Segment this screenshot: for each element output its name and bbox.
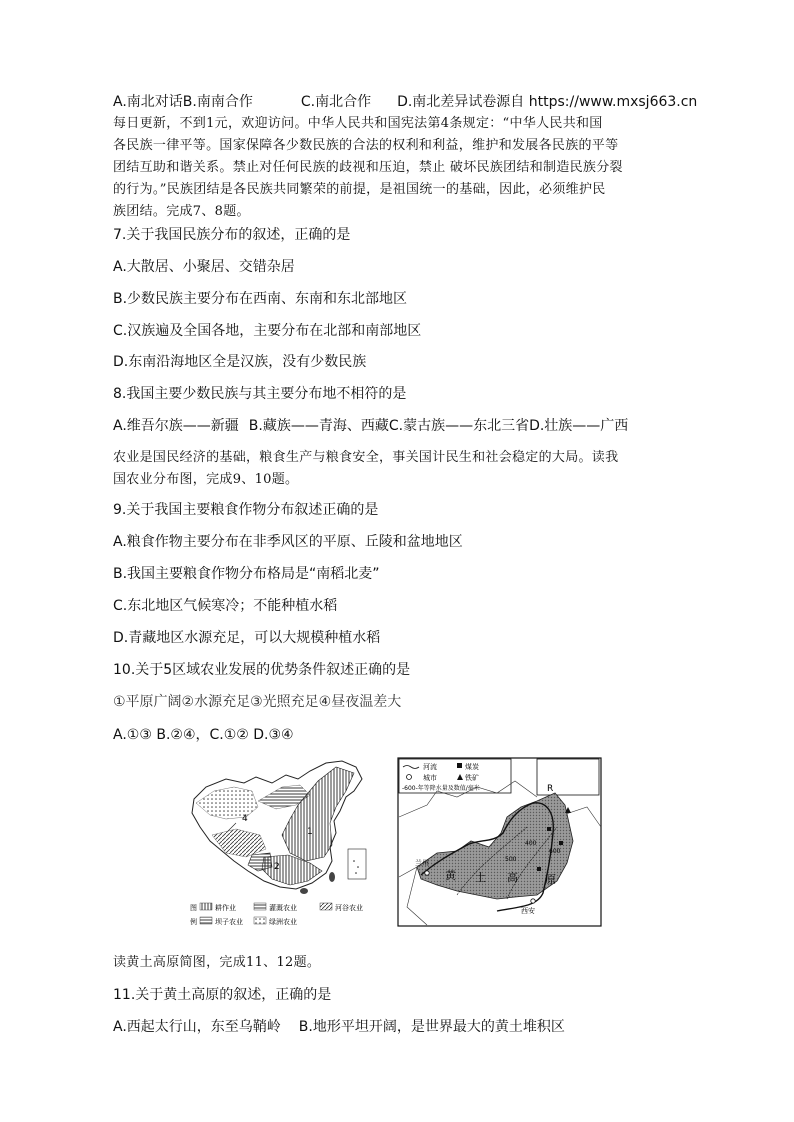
option-a: A.南北对话 bbox=[113, 94, 183, 110]
label-yuan: 原 bbox=[545, 873, 556, 886]
agriculture-distribution-map bbox=[186, 757, 380, 929]
legend-coal: 煤炭 bbox=[465, 763, 479, 771]
legend-river: 河流 bbox=[423, 763, 437, 771]
region-label-4: 4 bbox=[242, 814, 248, 824]
loess-plateau-map bbox=[397, 757, 602, 927]
option-b: B.南南合作 bbox=[182, 94, 253, 110]
q11-option-a: A.西起太行山，东至乌鞘岭 bbox=[113, 1019, 281, 1035]
legend-farming: 耕作业 bbox=[215, 904, 236, 912]
q7-option-b: B.少数民族主要分布在西南、东南和东北部地区 bbox=[113, 291, 408, 307]
q7-option-a: A.大散居、小聚居、交错杂居 bbox=[113, 259, 295, 275]
legend-dam: 坝子农业 bbox=[215, 918, 243, 926]
intro-line-3: 团结互助和谐关系。禁止对任何民族的歧视和压迫，禁止 破坏民族团结和制造民族分裂 bbox=[113, 160, 623, 175]
option-d: D.南北差异 bbox=[397, 94, 469, 110]
q11-stem: 11.关于黄土高原的叙述，正确的是 bbox=[113, 987, 332, 1003]
legend-city: 城市 bbox=[423, 774, 437, 782]
legend-isohyet: -600-年等降水量及数值/毫米 bbox=[402, 785, 480, 792]
label-gao: 高 bbox=[507, 871, 518, 884]
label-tu: 土 bbox=[475, 871, 486, 884]
q9-stem: 9.关于我国主要粮食作物分布叙述正确的是 bbox=[113, 502, 379, 518]
intro-line-5: 族团结。完成7、8题。 bbox=[113, 204, 250, 219]
option-c: C.南北合作 bbox=[300, 94, 372, 110]
q9-option-a: A.粮食作物主要分布在非季风区的平原、丘陵和盆地地区 bbox=[113, 534, 463, 550]
intro-line-2: 各民族一律平等。国家保障各少数民族的合法的权利和利益，维护和发展各民族的平等 bbox=[113, 138, 619, 153]
passage3: 读黄土高原简图，完成11、12题。 bbox=[113, 955, 321, 970]
watermark-text: 试卷源自 https://www.mxsj663.cn bbox=[468, 94, 698, 110]
region-label-2: 2 bbox=[274, 862, 280, 872]
passage2-line-2: 国农业分布图，完成9、10题。 bbox=[113, 472, 299, 487]
passage2-line-1: 农业是国民经济的基础，粮食生产与粮食安全，事关国计民生和社会稳定的大局。读我 bbox=[113, 450, 619, 465]
q8-option-d: D.壮族——广西 bbox=[529, 418, 629, 434]
legend-valley: 河谷农业 bbox=[335, 904, 363, 912]
label-huang: 黄 bbox=[445, 869, 456, 882]
q8-option-b: B.藏族——青海、西藏 bbox=[248, 418, 389, 434]
legend-iron: 铁矿 bbox=[465, 774, 479, 782]
q9-option-b: B.我国主要粮食作物分布格局是“南稻北麦” bbox=[113, 566, 380, 582]
q7-stem: 7.关于我国民族分布的叙述，正确的是 bbox=[113, 227, 351, 243]
intro-line-1: 每日更新，不到1元，欢迎访问。中华人民共和国宪法第4条规定：“中华人民共和国 bbox=[113, 116, 603, 131]
region-label-1: 1 bbox=[307, 827, 313, 837]
q11-option-b: B.地形平坦开阔，是世界最大的黄土堆积区 bbox=[298, 1019, 565, 1035]
q10-stem: 10.关于5区域农业发展的优势条件叙述正确的是 bbox=[113, 662, 411, 678]
q10-conditions: ①平原广阔②水源充足③光照充足④昼夜温差大 bbox=[113, 694, 402, 710]
q8-stem: 8.我国主要少数民族与其主要分布地不相符的是 bbox=[113, 386, 407, 402]
city-lanzhou: 兰州 bbox=[415, 859, 429, 867]
q7-option-c: C.汉族遍及全国各地，主要分布在北部和南部地区 bbox=[113, 323, 422, 339]
isohyet-600: 600 bbox=[549, 848, 561, 855]
q9-option-d: D.青藏地区水源充足，可以大规模种植水稻 bbox=[113, 630, 381, 646]
south-sea-inset bbox=[348, 849, 366, 879]
q8-option-c: C.蒙古族——东北三省 bbox=[388, 418, 530, 434]
inset-label-r: R bbox=[547, 784, 554, 794]
line-q6-options bbox=[113, 92, 697, 112]
q9-option-c: C.东北地区气候寒冷；不能种植水稻 bbox=[113, 598, 338, 614]
city-xian: 西安 bbox=[521, 907, 535, 915]
isohyet-500: 500 bbox=[505, 856, 517, 863]
legend-irrigation: 灌溉农业 bbox=[269, 904, 297, 912]
q8-option-a: A.维吾尔族——新疆 bbox=[113, 418, 239, 434]
q8-options bbox=[113, 416, 628, 436]
legend-oasis: 绿洲农业 bbox=[269, 918, 297, 926]
legend-title-1: 图 bbox=[190, 904, 197, 912]
legend-title-2: 例 bbox=[190, 918, 197, 926]
q7-option-d: D.东南沿海地区全是汉族，没有少数民族 bbox=[113, 354, 367, 370]
q11-options bbox=[113, 1017, 565, 1037]
intro-line-4: 的行为。”民族团结是各民族共同繁荣的前提，是祖国统一的基础，因此，必须维护民 bbox=[113, 182, 606, 197]
isohyet-400: 400 bbox=[525, 840, 537, 847]
q10-options: A.①③ B.②④，C.①② D.③④ bbox=[113, 727, 294, 743]
